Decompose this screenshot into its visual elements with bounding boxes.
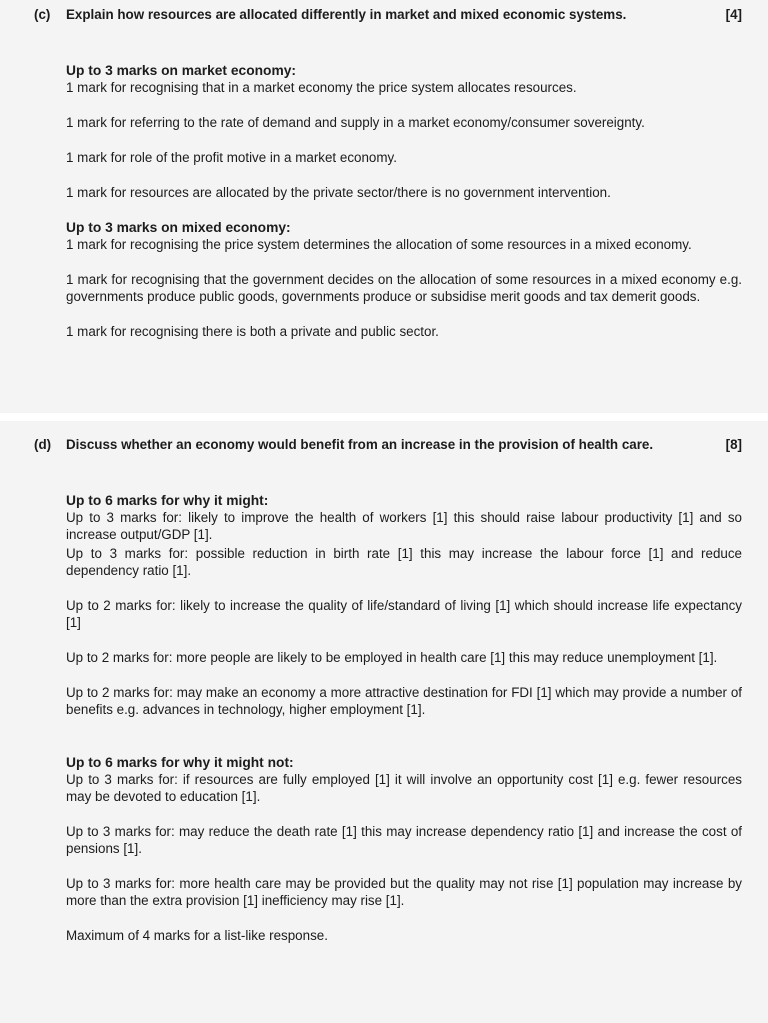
might-heading: Up to 6 marks for why it might:	[66, 493, 269, 508]
max-marks-note: Maximum of 4 marks for a list-like response.	[66, 928, 328, 943]
might-not-point: Up to 3 marks for: more health care may be provided but the quality may not rise [1] population may increase by more than the extra provision [1] inefficiency may rise [1].	[66, 876, 742, 908]
might-point: Up to 2 marks for: more people are likely to be employed in health care [1] this may reduce unemployment [1].	[66, 650, 718, 665]
market-point: 1 mark for recognising that in a market economy the price system allocates resources.	[66, 80, 577, 95]
mixed-heading: Up to 3 marks on mixed economy:	[66, 220, 291, 235]
mixed-point: 1 mark for recognising that the government decides on the allocation of some resources in a mixed economy e.g. governments produce public goods, governments produce or subsidise merit goods and tax demerit goods.	[66, 272, 742, 304]
market-point: 1 mark for resources are allocated by the private sector/there is no government intervention.	[66, 185, 611, 200]
might-point: Up to 3 marks for: likely to improve the health of workers [1] this should raise labour productivity [1] and so increase output/GDP [1].	[66, 510, 742, 542]
market-point: 1 mark for role of the profit motive in a market economy.	[66, 150, 397, 165]
mixed-point: 1 mark for recognising there is both a private and public sector.	[66, 324, 439, 339]
question-d-text: Discuss whether an economy would benefit from an increase in the provision of health care.	[66, 437, 654, 452]
mixed-point: 1 mark for recognising the price system determines the allocation of some resources in a mixed economy.	[66, 237, 692, 252]
might-point: Up to 2 marks for: may make an economy a more attractive destination for FDI [1] which may provide a number of benefits e.g. advances in technology, higher employment [1].	[66, 685, 742, 717]
market-point: 1 mark for referring to the rate of demand and supply in a market economy/consumer sovereignty.	[66, 115, 645, 130]
might-not-heading: Up to 6 marks for why it might not:	[66, 755, 294, 770]
question-c	[34, 6, 742, 23]
question-c-label: (c)	[34, 7, 51, 22]
section-c-body	[66, 62, 742, 340]
question-d	[34, 436, 742, 453]
question-c-marks: [4]	[725, 7, 742, 22]
might-point: Up to 3 marks for: possible reduction in birth rate [1] this may increase the labour force [1] and reduce dependency ratio [1].	[66, 546, 742, 578]
might-point: Up to 2 marks for: likely to increase the quality of life/standard of living [1] which should increase life expectancy [1]	[66, 598, 742, 630]
question-d-marks: [8]	[725, 437, 742, 452]
might-not-point: Up to 3 marks for: if resources are fully employed [1] it will involve an opportunity cost [1] e.g. fewer resources may be devoted to education [1].	[66, 772, 742, 804]
might-not-point: Up to 3 marks for: may reduce the death rate [1] this may increase dependency ratio [1] and increase the cost of pensions [1].	[66, 824, 742, 856]
question-c-text: Explain how resources are allocated differently in market and mixed economic systems.	[66, 7, 627, 22]
section-d-body	[66, 492, 742, 944]
question-d-label: (d)	[34, 437, 52, 452]
market-heading: Up to 3 marks on market economy:	[66, 63, 297, 78]
